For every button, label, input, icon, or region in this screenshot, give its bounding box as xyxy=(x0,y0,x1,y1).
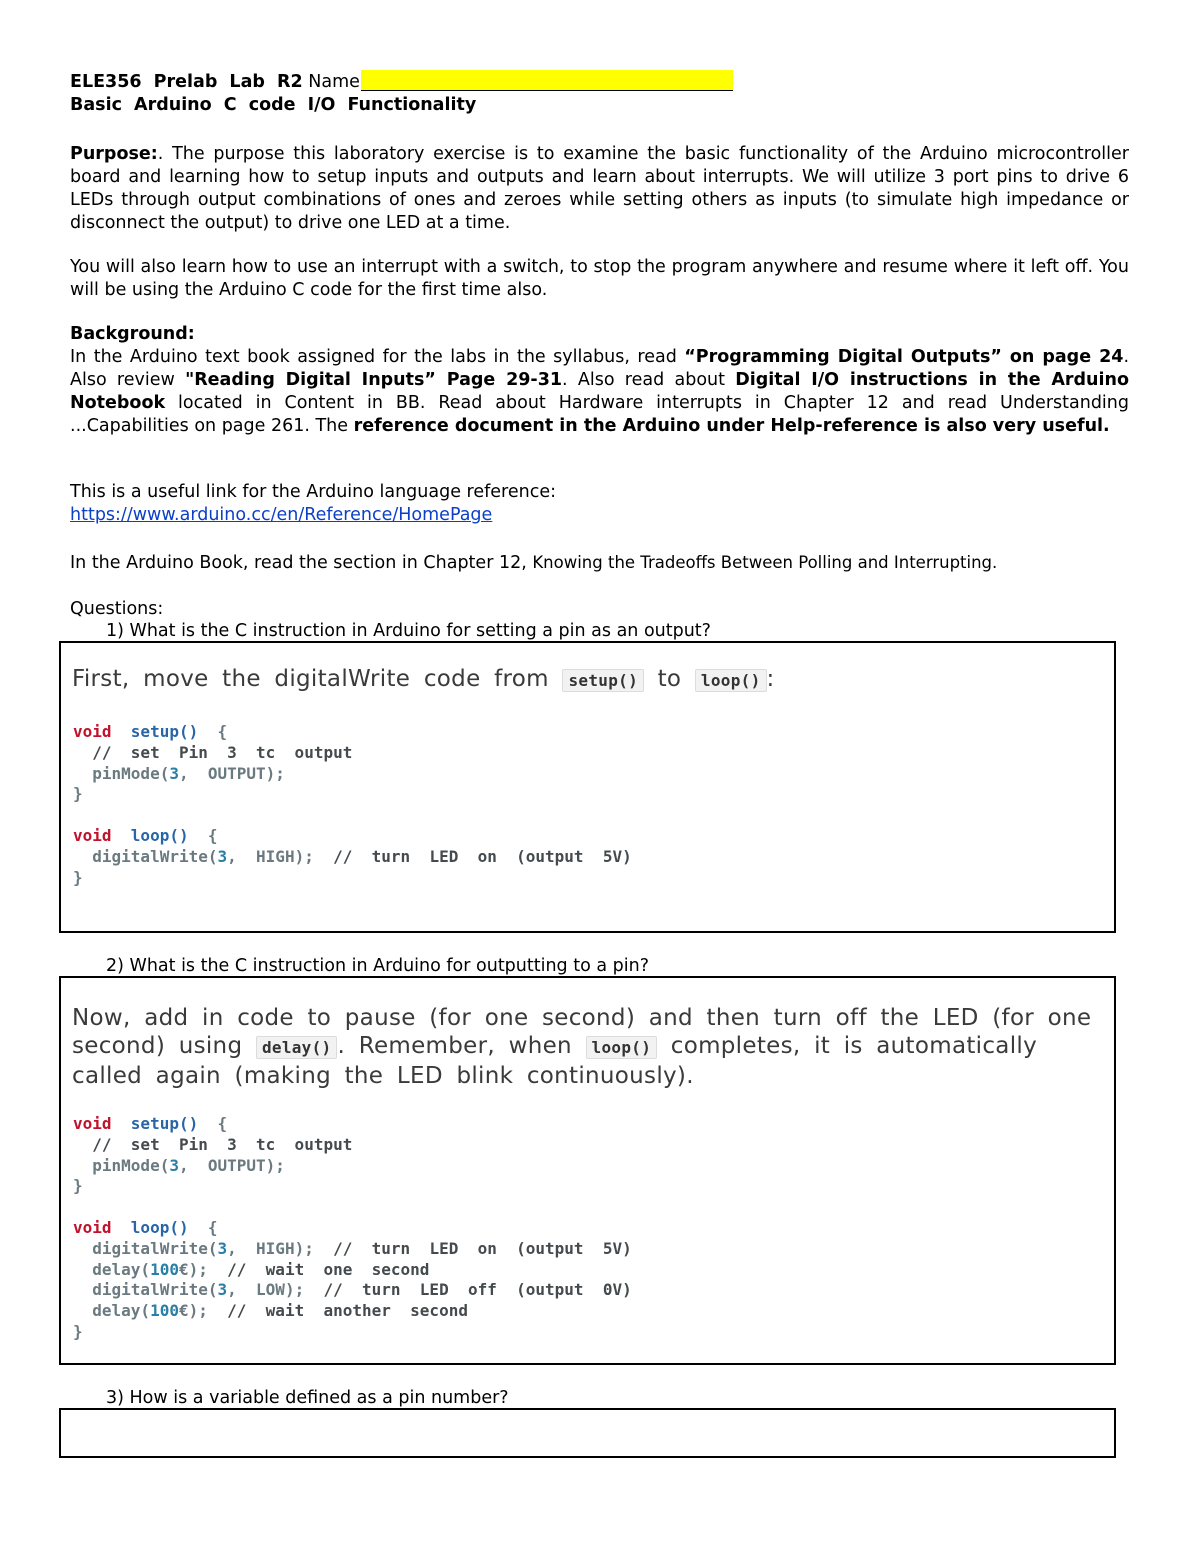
answer-2-text-c: completes, it is automatically called again (making the LED blink continuously). xyxy=(72,1033,1037,1089)
question-2: 2) What is the C instruction in Arduino for outputting to a pin? xyxy=(106,956,649,976)
code-2-line: // set Pin 3 tc output xyxy=(92,1134,353,1154)
inline-code-loop: loop() xyxy=(695,669,767,692)
code-1-line: } xyxy=(73,784,83,804)
answer-2-text-b: . Remember, when xyxy=(337,1033,586,1059)
answer-2-text-a: Now, add in code to pause (for one second) and then turn off the LED (for one second) using xyxy=(72,1005,1092,1059)
code-1-line: void loop() { xyxy=(73,825,218,845)
link-intro: This is a useful link for the Arduino language reference: xyxy=(70,482,557,502)
code-2-line: pinMode(3, OUTPUT); xyxy=(73,1155,285,1175)
questions-label: Questions: xyxy=(70,599,164,619)
code-1-line: pinMode(3, OUTPUT); xyxy=(73,763,285,783)
background-bold-3: Digital I/O instructions in the Arduino Notebook xyxy=(70,370,1129,413)
subtitle-text: Basic Arduino C code I/O Functionality xyxy=(70,95,477,115)
code-1-line xyxy=(73,805,632,826)
book-note-text: In the Arduino Book, read the section in Chapter 12, xyxy=(70,553,533,573)
header-line xyxy=(70,70,770,94)
code-2-line xyxy=(73,1197,632,1218)
name-label: Name xyxy=(308,72,360,92)
background-heading xyxy=(70,323,195,346)
background-label: Background: xyxy=(70,324,195,344)
purpose-paragraph xyxy=(70,143,1129,235)
code-2-line: delay(100€); // wait one second xyxy=(73,1259,430,1279)
code-1-line: } xyxy=(73,867,83,887)
code-block-2 xyxy=(73,1114,632,1343)
subtitle xyxy=(70,94,770,117)
reference-link-wrap xyxy=(70,504,492,527)
code-2-line: digitalWrite(3, HIGH); // turn LED on (output 5V) xyxy=(73,1238,632,1258)
course-title: ELE356 Prelab Lab R2 xyxy=(70,72,303,92)
background-bold-2: "Reading Digital Inputs” Page 29-31 xyxy=(185,370,563,390)
name-field[interactable] xyxy=(361,70,733,91)
purpose-text-2: You will also learn how to use an interrupt with a switch, to stop the program anywhere and resume where it left off. You will be using the Arduino C code for the first time also. xyxy=(70,257,1129,300)
answer-2-intro xyxy=(72,1004,1102,1090)
answer-1-text-b: to xyxy=(644,666,695,692)
answer-box-3[interactable] xyxy=(59,1408,1116,1458)
code-1-line: digitalWrite(3, HIGH); // turn LED on (output 5V) xyxy=(73,846,632,866)
answer-1-text-a: First, move the digitalWrite code from xyxy=(72,666,563,692)
inline-code-setup: setup() xyxy=(562,669,644,692)
answer-1-intro xyxy=(72,665,1102,695)
background-paragraph xyxy=(70,346,1129,438)
code-2-line: } xyxy=(73,1321,83,1341)
purpose-text: . The purpose this laboratory exercise is to examine the basic functionality of the Arduino microcontroller board and learning how to setup inputs and outputs and learn about interrupts. We will utilize 3 port pins to drive 6 LEDs through output combinations of ones and zeroes while setting others as inputs (to simulate high impedance or disconnect the output) to drive one LED at a time. xyxy=(70,144,1129,233)
answer-box-2[interactable] xyxy=(59,976,1116,1365)
book-note-title: Knowing the Tradeoffs Between Polling and Interrupting. xyxy=(532,553,998,572)
question-3: 3) How is a variable defined as a pin number? xyxy=(106,1388,509,1408)
code-1-line: // set Pin 3 tc output xyxy=(92,742,353,762)
purpose-label: Purpose: xyxy=(70,144,158,164)
purpose-paragraph-2 xyxy=(70,256,1129,302)
inline-code-delay: delay() xyxy=(256,1036,338,1059)
reference-link[interactable]: https://www.arduino.cc/en/Reference/HomePage xyxy=(70,505,493,525)
code-1-line: void setup() { xyxy=(73,722,228,741)
background-text-3: . Also read about xyxy=(562,370,736,390)
answer-box-1[interactable] xyxy=(59,641,1116,933)
background-bold-4: reference document in the Arduino under Help-reference is also very useful. xyxy=(353,416,1110,436)
background-text-1: In the Arduino text book assigned for the labs in the syllabus, read xyxy=(70,347,685,367)
code-2-line: digitalWrite(3, LOW); // turn LED off (output 0V) xyxy=(73,1280,632,1300)
code-2-line: } xyxy=(73,1176,83,1196)
code-2-line: void loop() { xyxy=(73,1217,218,1237)
background-text-4: located in Content in BB. Read about Hardware interrupts in Chapter 12 and read Understanding ...Capabilities on page 261. The xyxy=(70,393,1129,436)
book-note xyxy=(70,551,1130,575)
answer-1-text-c: : xyxy=(766,666,775,692)
inline-code-loop-2: loop() xyxy=(586,1036,658,1059)
code-2-line: void setup() { xyxy=(73,1114,228,1133)
background-bold-1: “Programming Digital Outputs” on page 24 xyxy=(684,347,1124,367)
code-block-1 xyxy=(73,722,632,888)
question-1: 1) What is the C instruction in Arduino for setting a pin as an output? xyxy=(106,621,711,641)
code-2-line: delay(100€); // wait another second xyxy=(73,1301,468,1321)
background-text-2: . Also review xyxy=(70,347,1130,390)
